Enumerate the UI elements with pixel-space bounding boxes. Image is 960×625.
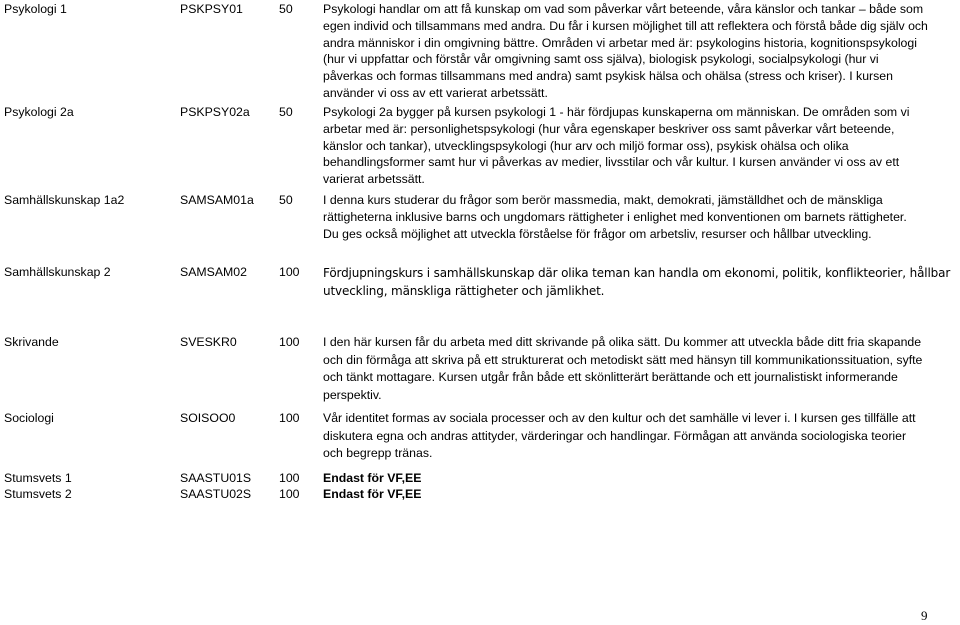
description-line: (hur vi uppfattar och förstår vår omgivning samt oss själva), biologisk psykologi, socialpsykologi (hur vi xyxy=(323,52,879,67)
description-line: behandlingsformer samt hur vi påverkas av medier, livsstilar och vår kultur. I kursen använder vi oss av ett xyxy=(323,155,900,170)
course-code: PSKPSY01 xyxy=(180,2,243,16)
course-description xyxy=(323,410,955,463)
description-line: och din förmåga att skriva på ett strukturerat och metodiskt sätt med hänsyn till kommunikationssituation, syfte xyxy=(323,352,923,367)
course-points: 100 xyxy=(279,471,300,485)
course-description xyxy=(323,334,955,404)
description-line: diskutera egna och andras attityder, värderingar och handlingar. Förmågan att använda sociologiska teorier xyxy=(323,428,907,443)
description-line: och begrepp tränas. xyxy=(323,446,433,460)
course-description xyxy=(323,264,955,300)
course-name: Sociologi xyxy=(4,411,54,425)
course-name: Psykologi 1 xyxy=(4,2,67,16)
description-line: utveckling, mänskliga rättigheter och jämlikhet. xyxy=(323,284,605,298)
course-code: SAASTU02S xyxy=(180,487,252,501)
course-points: 100 xyxy=(279,265,300,279)
page-number: 9 xyxy=(921,608,928,623)
course-name: Samhällskunskap 2 xyxy=(4,265,111,279)
course-code: SAMSAM02 xyxy=(180,265,247,279)
description-line: arbetar med är: personlighetspsykologi (hur våra egenskaper beskriver oss samt påverkar vårt beteende, xyxy=(323,121,895,136)
course-points: 100 xyxy=(279,411,300,425)
course-name: Skrivande xyxy=(4,335,59,349)
course-code: SOISOO0 xyxy=(180,411,236,425)
description-line: påverkas och formas tillsammans med andra) samt psykisk hälsa och ohälsa (stress och kriser). I kursen xyxy=(323,69,893,84)
course-name: Stumsvets 1 xyxy=(4,471,72,485)
description-line: Endast för VF,EE xyxy=(323,487,422,501)
course-points: 50 xyxy=(279,2,293,16)
description-line: känslor och tankar), utvecklingspsykologi (hur arv och miljö formar oss), psykisk ohälsa och olika xyxy=(323,138,849,153)
course-description xyxy=(323,470,955,487)
description-line: Vår identitet formas av sociala processer och av den kultur och det samhälle vi lever i. I kursen ges tillfälle att xyxy=(323,411,916,425)
description-line: I denna kurs studerar du frågor som berör massmedia, makt, demokrati, jämställdhet och de mänskliga xyxy=(323,193,883,207)
course-name: Psykologi 2a xyxy=(4,105,74,119)
course-name: Stumsvets 2 xyxy=(4,487,72,501)
description-line: varierat arbetssätt. xyxy=(323,172,425,187)
course-points: 50 xyxy=(279,193,293,207)
description-line: Fördjupningskurs i samhällskunskap där olika teman kan handla om ekonomi, politik, konflikteorier, hållbar xyxy=(323,266,951,280)
course-code: SVESKR0 xyxy=(180,335,237,349)
course-points: 100 xyxy=(279,487,300,501)
description-line: andra människor i din omgivning bättre. Områden vi arbetar med är: psykologins historia, kognitionspsykologi xyxy=(323,35,917,50)
course-code: SAASTU01S xyxy=(180,471,252,485)
course-name: Samhällskunskap 1a2 xyxy=(4,193,125,207)
description-line: egen individ och tillsammans med andra. Du får i kursen möjlighet till att reflektera och förstå både dig själv och xyxy=(323,18,928,33)
description-line: Du ges också möjlighet att utveckla förståelse för frågor om arbetsliv, resurser och hållbar utveckling. xyxy=(323,226,872,241)
course-description xyxy=(323,104,955,188)
description-line: använder vi oss av ett varierat arbetssätt. xyxy=(323,85,548,100)
course-description xyxy=(323,486,955,503)
course-description xyxy=(323,1,955,102)
course-description xyxy=(323,192,955,242)
course-code: SAMSAM01a xyxy=(180,193,254,207)
course-points: 100 xyxy=(279,335,300,349)
description-line: och tänkt mottagare. Kursen utgår från både ett skönlitterärt berättande och ett journalistiskt informerande xyxy=(323,370,898,384)
course-code: PSKPSY02a xyxy=(180,105,250,119)
description-line: rättigheterna inklusive barns och ungdomars rättigheter i enlighet med konventionen om barnets rättigheter. xyxy=(323,209,907,224)
description-line: Psykologi 2a bygger på kursen psykologi 1 - här fördjupas kunskaperna om människan. De områden som vi xyxy=(323,105,910,119)
description-line: Psykologi handlar om att få kunskap om vad som påverkar vårt beteende, våra känslor och tankar – både som xyxy=(323,2,924,16)
description-line: I den här kursen får du arbeta med ditt skrivande på olika sätt. Du kommer att utveckla både ditt fria skapande xyxy=(323,335,922,349)
course-points: 50 xyxy=(279,105,293,119)
description-line: Endast för VF,EE xyxy=(323,471,422,485)
description-line: perspektiv. xyxy=(323,387,382,402)
